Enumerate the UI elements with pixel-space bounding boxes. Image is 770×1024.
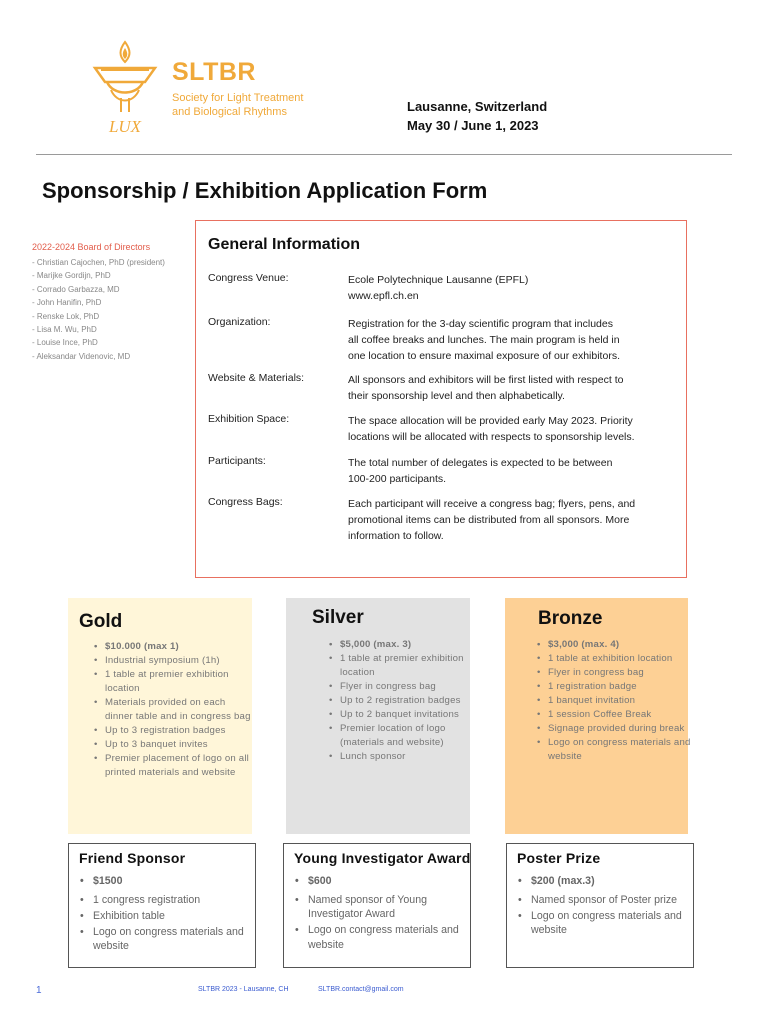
- list-item: • 1 congress registration: [93, 893, 253, 908]
- list-item: • Flyer in congress bag: [340, 680, 480, 694]
- board-member: - Marijke Gordijn, PhD: [32, 271, 111, 281]
- board-member: - Louise Ince, PhD: [32, 338, 98, 348]
- list-item: • Flyer in congress bag: [548, 666, 700, 680]
- list-item: • Logo on congress materials and website: [308, 923, 468, 952]
- friend-sponsor-box: [68, 843, 256, 968]
- young-investigator-title: Young Investigator Award: [294, 850, 471, 866]
- header-divider: [36, 154, 732, 155]
- board-member: - Corrado Garbazza, MD: [32, 284, 120, 294]
- board-title: 2022-2024 Board of Directors: [32, 242, 151, 252]
- list-item: • $10.000 (max 1): [105, 640, 255, 654]
- list-item: • Lunch sponsor: [340, 750, 480, 764]
- website-materials-label: Website & Materials:: [208, 372, 305, 384]
- board-member: - Aleksandar Videnovic, MD: [32, 351, 131, 361]
- gold-tier: [68, 598, 252, 834]
- org-subtitle-line1: Society for Light Treatment: [172, 92, 304, 104]
- event-location: Lausanne, Switzerland: [407, 99, 548, 114]
- list-item: • 1 registration badge: [548, 680, 700, 694]
- list-item: • Logo on congress materials and website: [93, 925, 253, 954]
- list-item: • Logo on congress materials and website: [548, 736, 700, 764]
- list-item: • Up to 3 banquet invites: [105, 738, 255, 752]
- footer-email-link[interactable]: SLTBR.contact@gmail.com: [318, 986, 404, 993]
- silver-benefits: [326, 638, 480, 764]
- board-of-directors: [32, 242, 202, 363]
- list-item: • $200 (max.3): [531, 874, 691, 889]
- poster-prize-title: Poster Prize: [517, 850, 601, 866]
- bronze-title: Bronze: [538, 608, 603, 629]
- org-name: SLTBR: [172, 58, 256, 86]
- poster-prize-box: [506, 843, 694, 968]
- website-materials-value: All sponsors and exhibitors will be first listed with respect to their sponsorship level and then alphabetically.: [348, 374, 624, 402]
- list-item: • Up to 2 banquet invitations: [340, 708, 480, 722]
- board-member: - Christian Cajochen, PhD (president): [32, 258, 165, 267]
- list-item: • 1 table at exhibition location: [548, 652, 700, 666]
- gold-benefits: [91, 640, 255, 780]
- list-item: • Up to 3 registration badges: [105, 724, 255, 738]
- list-item: • Exhibition table: [93, 909, 253, 924]
- board-member: - Renske Lok, PhD: [32, 311, 100, 321]
- list-item: • $600: [308, 874, 468, 889]
- silver-tier: [286, 598, 470, 834]
- logo-text: LUX: [108, 117, 142, 136]
- list-item: • Materials provided on each dinner table and in congress bag: [105, 696, 255, 724]
- list-item: • Signage provided during break: [548, 722, 700, 736]
- bronze-benefits: [534, 638, 700, 764]
- young-investigator-box: [283, 843, 471, 968]
- event-dates: May 30 / June 1, 2023: [407, 118, 539, 133]
- congress-bags-label: Congress Bags:: [208, 496, 283, 508]
- list-item: • Logo on congress materials and website: [531, 909, 691, 938]
- young-investigator-benefits: [308, 874, 468, 954]
- poster-prize-benefits: [531, 874, 691, 939]
- page-number: 1: [36, 985, 42, 996]
- list-item: • 1 table at premier exhibition location: [340, 652, 480, 680]
- list-item: • Up to 2 registration badges: [340, 694, 480, 708]
- footer-event: SLTBR 2023 - Lausanne, CH: [198, 986, 289, 993]
- exhibition-space-label: Exhibition Space:: [208, 413, 290, 425]
- participants-value: The total number of delegates is expected to be between 100-200 participants.: [348, 457, 613, 485]
- general-info-title: General Information: [208, 236, 361, 253]
- venue-value: Ecole Polytechnique Lausanne (EPFL) www.epfl.ch.en: [348, 274, 529, 302]
- board-member: - John Hanifin, PhD: [32, 298, 102, 308]
- friend-sponsor-benefits: [93, 874, 253, 955]
- friend-sponsor-title: Friend Sponsor: [79, 850, 186, 866]
- list-item: • $3,000 (max. 4): [548, 638, 700, 652]
- list-item: • 1 session Coffee Break: [548, 708, 700, 722]
- list-item: • Premier placement of logo on all printed materials and website: [105, 752, 255, 780]
- page-title: Sponsorship / Exhibition Application Form: [42, 178, 488, 203]
- list-item: • Named sponsor of Young Investigator Award: [308, 893, 468, 922]
- congress-bags-value: Each participant will receive a congress bag; flyers, pens, and promotional items can be distributed from all sponsors. More information to follow.: [348, 498, 636, 542]
- venue-label: Congress Venue:: [208, 272, 289, 284]
- list-item: • $1500: [93, 874, 253, 889]
- board-member: - Lisa M. Wu, PhD: [32, 325, 97, 335]
- list-item: • $5,000 (max. 3): [340, 638, 480, 652]
- gold-title: Gold: [79, 611, 123, 632]
- organization-value: Registration for the 3-day scientific program that includes all coffee breaks and lunches. The main program is held in one location to ensure maximal exposure of our exhibitors.: [348, 318, 620, 362]
- silver-title: Silver: [312, 607, 364, 628]
- bronze-tier: [505, 598, 691, 834]
- list-item: • Industrial symposium (1h): [105, 654, 255, 668]
- lux-torch-logo: [85, 38, 165, 138]
- exhibition-space-value: The space allocation will be provided early May 2023. Priority locations will be allocated with respects to sponsorship levels.: [348, 415, 635, 443]
- list-item: • Premier location of logo (materials and website): [340, 722, 480, 750]
- list-item: • 1 banquet invitation: [548, 694, 700, 708]
- participants-label: Participants:: [208, 455, 266, 467]
- org-subtitle-line2: and Biological Rhythms: [172, 106, 287, 118]
- organization-label: Organization:: [208, 316, 271, 328]
- list-item: • 1 table at premier exhibition location: [105, 668, 255, 696]
- list-item: • Named sponsor of Poster prize: [531, 893, 691, 908]
